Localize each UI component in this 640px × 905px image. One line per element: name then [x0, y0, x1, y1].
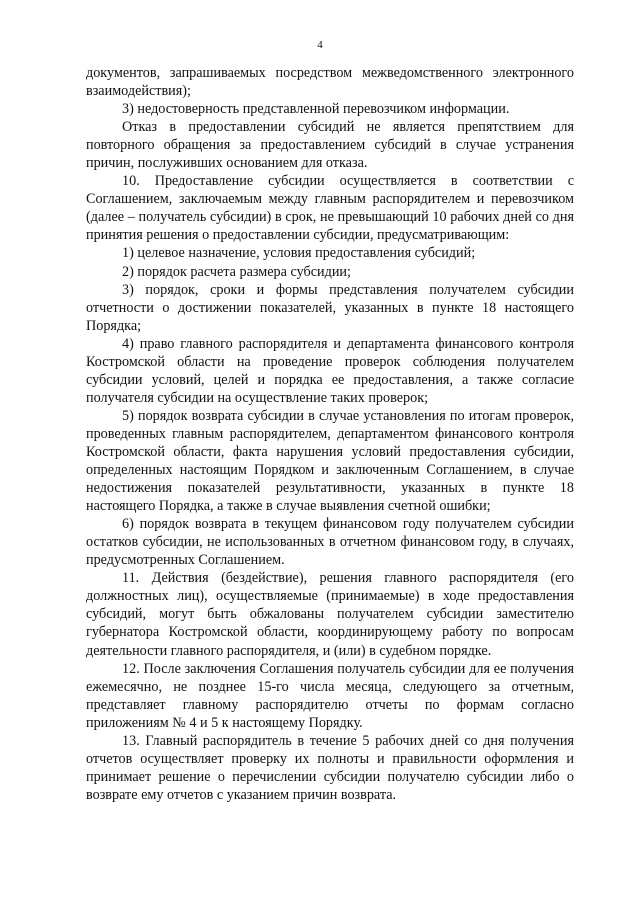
paragraph: Отказ в предоставлении субсидий не является препятствием для повторного обращения за предоставлением субсидий в случае устранения причин, послуживших основанием для отказа. [86, 119, 574, 172]
paragraph: 5) порядок возврата субсидии в случае установления по итогам проверок, проведенных главным распорядителем, департаментом финансового контроля Костромской области, факта нарушения условий предоставления субсидии, определенных настоящим Порядком и заключенным Соглашением, в случае недостижения показателей результативности, указанных в пункте 18 настоящего Порядка, а также в случае выявления счетной ошибки; [86, 407, 574, 515]
paragraph: 10. Предоставление субсидии осуществляется в соответствии с Соглашением, заключаемым между главным распорядителем и перевозчиком (далее – получатель субсидии) в срок, не превышающий 10 рабочих дней со дня принятия решения о предоставлении субсидии, предусматривающим: [86, 173, 574, 244]
paragraph: 4) право главного распорядителя и департамента финансового контроля Костромской области на проведение проверок соблюдения получателем субсидии условий, целей и порядка ее предоставления, а также согласие получателя субсидии на осуществление таких проверок; [86, 335, 574, 406]
paragraph: 3) недостоверность представленной перевозчиком информации. [122, 101, 510, 118]
paragraph: документов, запрашиваемых посредством межведомственного электронного взаимодействия); [86, 65, 574, 100]
document-body [86, 64, 574, 804]
paragraph: 6) порядок возврата в текущем финансовом году получателем субсидии остатков субсидии, не использованных в отчетном финансовом году, в случаях, предусмотренных Соглашением. [86, 516, 574, 569]
paragraph: 1) целевое назначение, условия предоставления субсидий; [122, 245, 476, 262]
paragraph: 2) порядок расчета размера субсидии; [122, 263, 351, 280]
paragraph: 3) порядок, сроки и формы представления получателем субсидии отчетности о достижении показателей, указанных в пункте 18 настоящего Порядка; [86, 281, 574, 334]
page-number: 4 [317, 39, 323, 51]
paragraph: 12. После заключения Соглашения получатель субсидии для ее получения ежемесячно, не позднее 15-го числа месяца, следующего за отчетным, представляет главному распорядителю отчеты по формам согласно приложениям № 4 и 5 к настоящему Порядку. [86, 660, 574, 731]
paragraph: 13. Главный распорядитель в течение 5 рабочих дней со дня получения отчетов осуществляет проверку их полноты и правильности оформления и принимает решение о перечислении субсидии получателю субсидии либо о возврате ему отчетов с указанием причин возврата. [86, 732, 574, 803]
paragraph: 11. Действия (бездействие), решения главного распорядителя (его должностных лиц), осуществляемые (принимаемые) в ходе предоставления субсидий, могут быть обжалованы получателем субсидии заместителю губернатора Костромской области, координирующему работу по вопросам деятельности главного распорядителя, и (или) в судебном порядке. [86, 570, 574, 659]
